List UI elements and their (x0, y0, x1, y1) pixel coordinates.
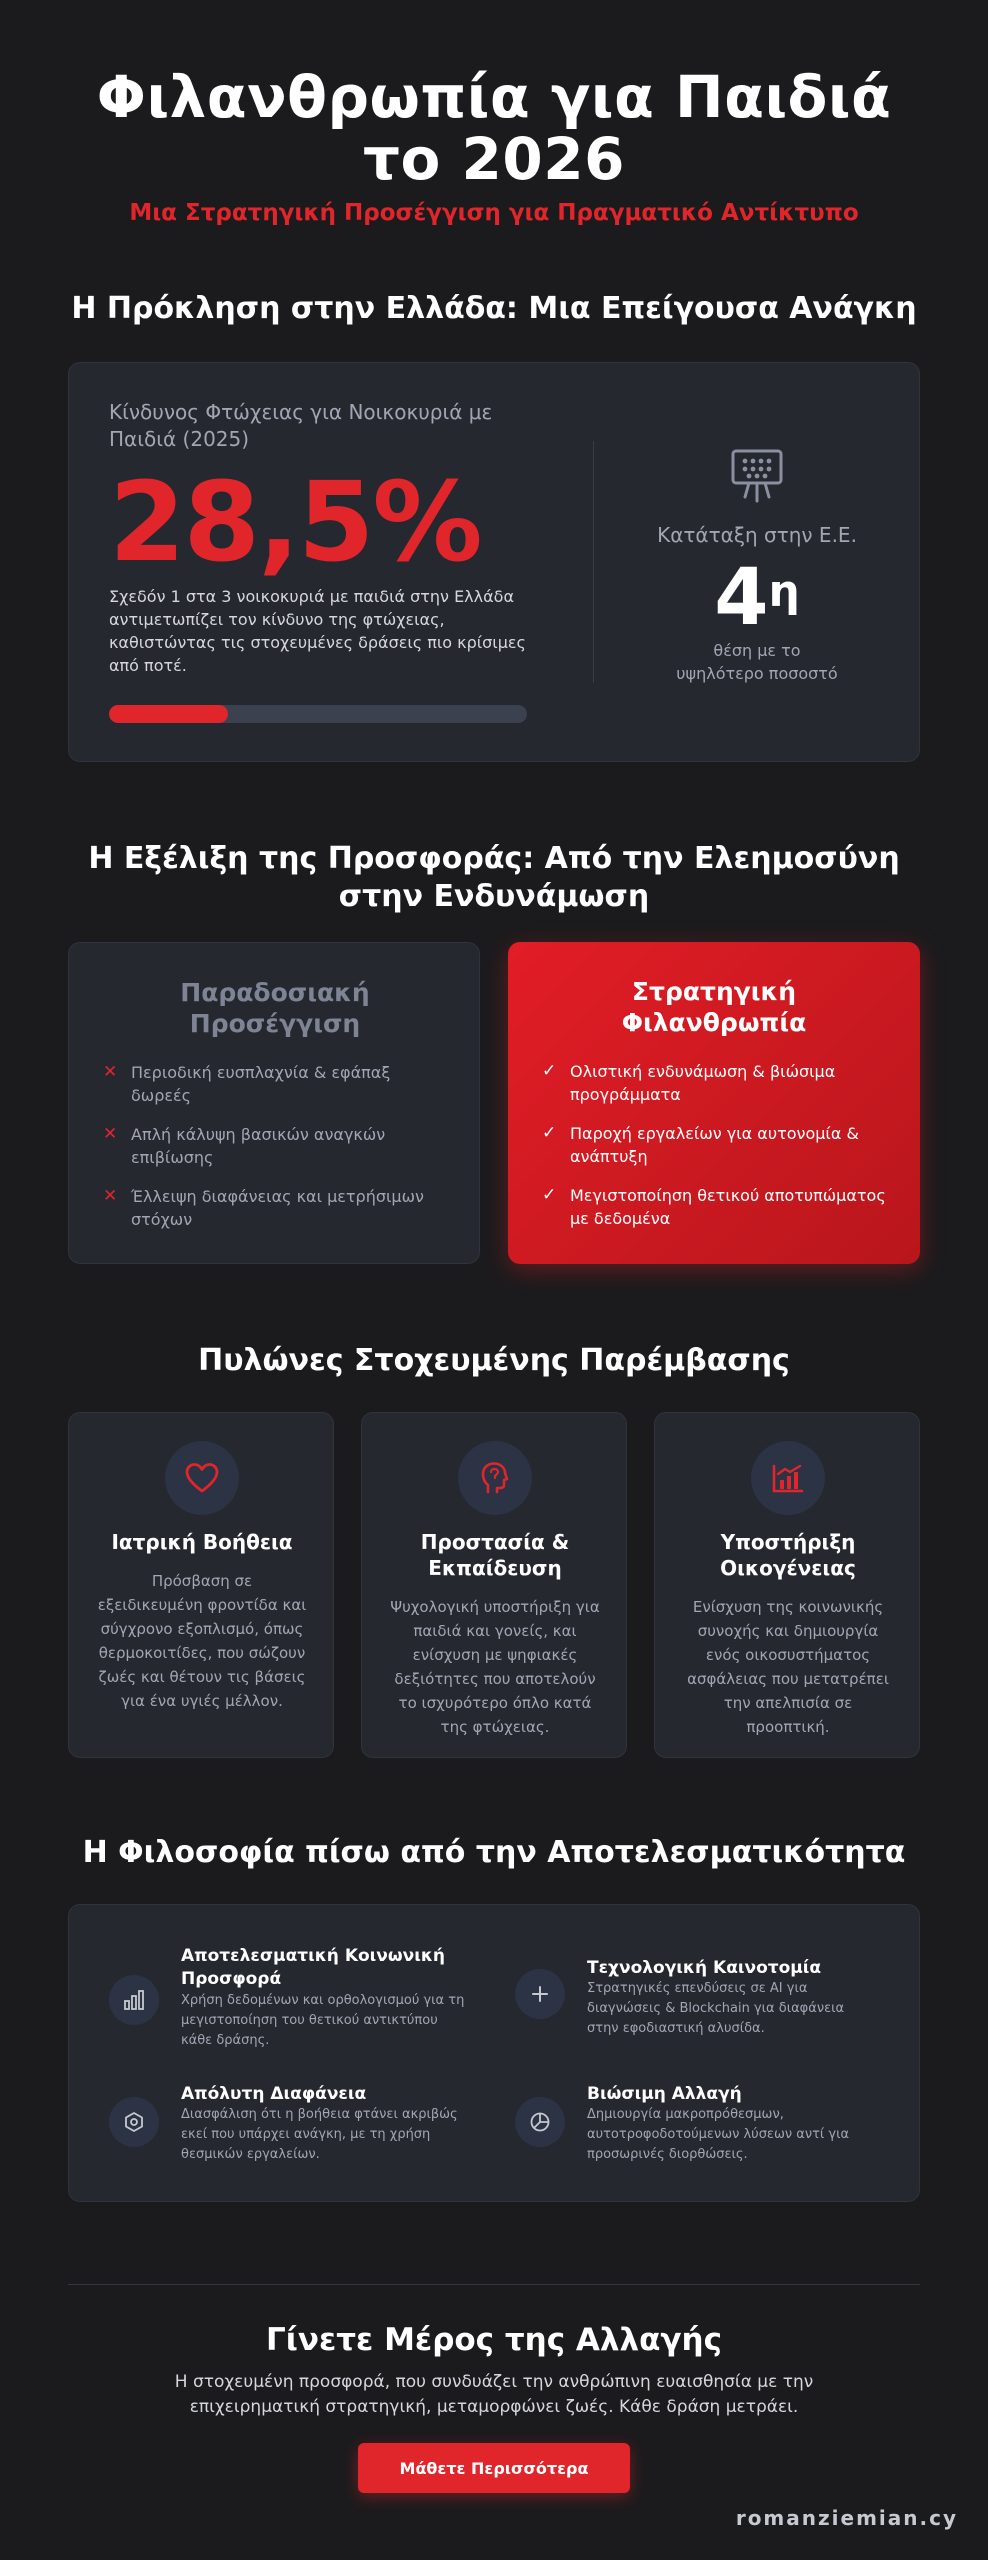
poverty-stat-value: 28,5% (109, 458, 481, 586)
list-item: ✓ Μεγιστοποίηση θετικού αποτυπώματος με δεδομένα (542, 1185, 886, 1228)
pillars-section-title: Πυλώνες Στοχευμένης Παρέμβασης (198, 1343, 790, 1378)
philosophy-section-title: Η Φιλοσοφία πίσω από την Αποτελεσματικότητα (82, 1835, 906, 1870)
list-item: ✓ Παροχή εργαλείων για αυτονομία & ανάπτυξη (542, 1123, 859, 1166)
page-subtitle: Μια Στρατηγική Προσέγγιση για Πραγματικό Αντίκτυπο (129, 200, 859, 226)
eu-rank-description: θέση με το υψηλότερο ποσοστό (676, 641, 838, 683)
eu-rank-label: Κατάταξη στην Ε.Ε. (657, 523, 857, 547)
pillar-description: Ψυχολογική υποστήριξη για παιδιά και γονείς, και ενίσχυση με ψηφιακές δεξιότητες που αποτελούν το ισχυρότερο όπλο κατά της φτώχειας. (390, 1598, 600, 1736)
philosophy-item-title: Αποτελεσματική Κοινωνική Προσφορά (181, 1946, 446, 1989)
pillar-title: Ιατρική Βοήθεια (111, 1530, 293, 1554)
check-icon: ✓ (542, 1185, 557, 1205)
pillar-title: Προστασία & Εκπαίδευση (420, 1530, 570, 1580)
philosophy-item-description: Δημιουργία μακροπρόθεσμων, αυτοτροφοδοτούμενων λύσεων αντί για προσωρινές διορθώσεις. (587, 2107, 850, 2162)
growth-chart-icon (751, 1441, 825, 1515)
challenge-section-title: Η Πρόκληση στην Ελλάδα: Μια Επείγουσα Ανάγκη (71, 291, 917, 326)
philosophy-item-description: Στρατηγικές επενδύσεις σε AI για διαγνώσεις & Blockchain για διαφάνεια στην εφοδιαστική αλυσίδα. (587, 1981, 845, 2036)
cta-description: Η στοχευμένη προσφορά, που συνδυάζει την ανθρώπινη ευαισθησία με την επιχειρηματική στρατηγική, μεταμορφώνει ζωές. Κάθε δράση μετράει. (174, 2372, 814, 2417)
cross-icon: ✕ (103, 1124, 118, 1144)
pillar-card-family (654, 1412, 920, 1758)
learn-more-button[interactable]: Μάθετε Περισσότερα (358, 2443, 630, 2493)
pillar-card-protection (361, 1412, 627, 1758)
strategic-approach-title: Στρατηγική Φιλανθρωπία (621, 977, 807, 1037)
eu-rank-value (593, 553, 921, 643)
list-item: ✓ Ολιστική ενδυνάμωση & βιώσιμα προγράμματα (542, 1061, 836, 1104)
poverty-stat-description: Σχεδόν 1 στα 3 νοικοκυριά με παιδιά στην Ελλάδα αντιμετωπίζει τον κίνδυνο της φτώχειας, καθιστώντας τις στοχευμένες δράσεις πιο κρίσιμες από ποτέ. (109, 587, 526, 675)
section-divider (68, 2284, 920, 2285)
list-item: ✕ Έλλειψη διαφάνειας και μετρήσιμων στόχων (103, 1186, 424, 1229)
philosophy-card (68, 1904, 920, 2202)
cross-icon: ✕ (103, 1062, 118, 1082)
strategic-approach-card (508, 942, 920, 1264)
evolution-section-title: Η Εξέλιξη της Προσφοράς: Από την Ελεημοσύνη στην Ενδυνάμωση (88, 841, 900, 914)
cross-icon: ✕ (103, 1186, 118, 1206)
philosophy-item-title: Απόλυτη Διαφάνεια (181, 2084, 367, 2104)
strategic-approach-list (542, 1060, 898, 1230)
check-icon: ✓ (542, 1061, 557, 1081)
heart-icon (165, 1441, 239, 1515)
pillar-card-medical (68, 1412, 334, 1758)
philosophy-item-title: Τεχνολογική Καινοτομία (587, 1958, 822, 1978)
eu-rank-number: 4 (714, 553, 769, 643)
philosophy-item-description: Χρήση δεδομένων και ορθολογισμού για τη μεγιστοποίηση του θετικού αντικτύπου κάθε δράσης. (181, 1993, 465, 2048)
cta-title: Γίνετε Μέρος της Αλλαγής (266, 2322, 722, 2358)
challenge-card (68, 362, 920, 762)
list-item: ✕ Περιοδική ευσπλαχνία & εφάπαξ δωρεές (103, 1062, 391, 1105)
bar-chart-icon (109, 1975, 159, 2025)
footer-brand: romanziemian.cy (735, 2506, 958, 2530)
pillar-description: Πρόσβαση σε εξειδικευμένη φροντίδα και σύγχρονο εξοπλισμό, όπως θερμοκοιτίδες, που σώζουν ζωές και θέτουν τις βάσεις για ένα υγιές μέλλον. (97, 1572, 307, 1710)
philosophy-item-title: Βιώσιμη Αλλαγή (587, 2084, 742, 2104)
pie-chart-icon (515, 2097, 565, 2147)
head-profile-icon (458, 1441, 532, 1515)
traditional-approach-list (103, 1061, 453, 1231)
page-title-line-1: Φιλανθρωπία για Παιδιά (96, 63, 892, 131)
check-icon: ✓ (542, 1123, 557, 1143)
hexagon-icon (109, 2097, 159, 2147)
traditional-approach-title: Παραδοσιακή Προσέγγιση (180, 978, 370, 1038)
page-title (0, 63, 988, 193)
eu-rank-suffix: η (768, 566, 800, 617)
poverty-progress-fill (109, 705, 228, 723)
pillar-description: Ενίσχυση της κοινωνικής συνοχής και δημιουργία ενός οικοσυστήματος ασφάλειας που μετατρέπει την απελπισία σε προοπτική. (687, 1598, 889, 1736)
plus-icon (515, 1969, 565, 2019)
traditional-approach-card (68, 942, 480, 1264)
page-title-line-2: το 2026 (363, 125, 625, 193)
pillar-title: Υποστήριξη Οικογένειας (720, 1530, 856, 1580)
list-item: ✕ Απλή κάλυψη βασικών αναγκών επιβίωσης (103, 1124, 386, 1167)
philosophy-item-description: Διασφάλιση ότι η βοήθεια φτάνει ακριβώς εκεί που υπάρχει ανάγκη, με τη χρήση θεσμικών εργαλείων. (181, 2107, 458, 2162)
presentation-board-icon (593, 447, 921, 505)
poverty-progress-bar (109, 705, 527, 723)
poverty-stat-label: Κίνδυνος Φτώχειας για Νοικοκυριά με Παιδιά (2025) (109, 400, 493, 451)
